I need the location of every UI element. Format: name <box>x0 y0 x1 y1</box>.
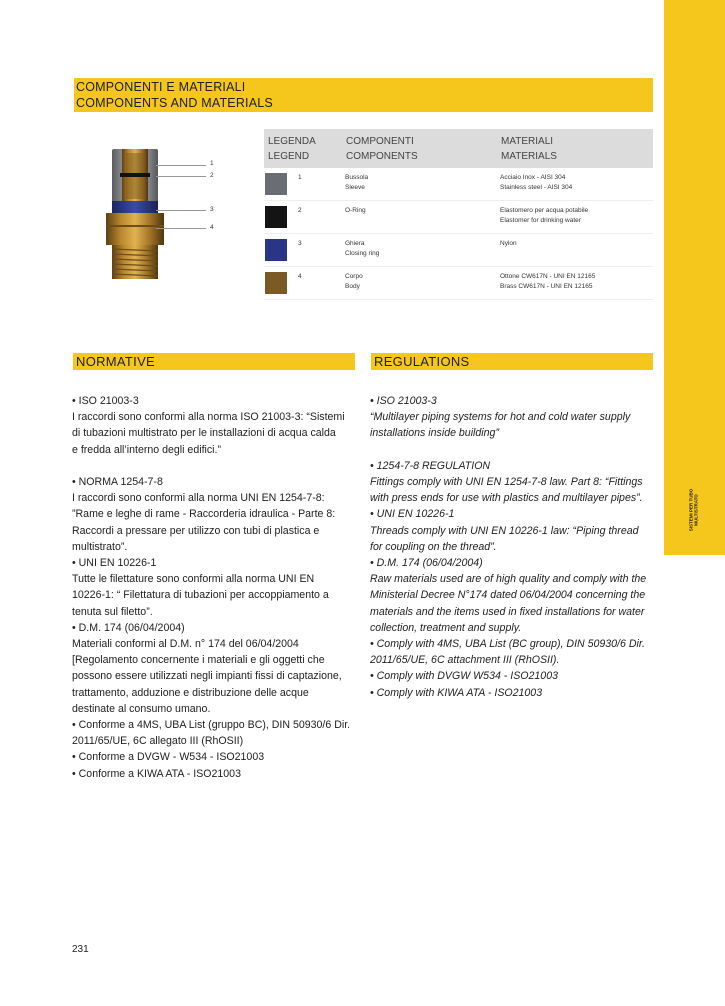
normative-text <box>72 393 362 782</box>
oring-part <box>120 173 150 177</box>
material-it: Elastomero per acqua potabile <box>500 207 589 214</box>
text-line: [Regolamento concernente i materiali e gli oggetti che <box>72 654 325 667</box>
color-swatch <box>265 173 287 195</box>
text-line: di tubazioni multistrato per le installazioni di acqua calda <box>72 427 336 440</box>
text-line: Materiali conformi al D.M. n° 174 del 06/04/2004 <box>72 638 299 651</box>
regulations-title: REGULATIONS <box>374 354 470 369</box>
text-line: • UNI EN 10226-1 <box>370 508 455 521</box>
text-line: trattamento, adduzione e distribuzione delle acque <box>72 686 309 699</box>
text-line: Raccordi a pressare per utilizzo con tubi di plastica e <box>72 524 320 537</box>
material-it: Nylon <box>500 240 517 247</box>
component-en: Sleeve <box>345 183 365 191</box>
color-swatch <box>265 239 287 261</box>
callout-3: 3 <box>210 206 214 213</box>
text-line: ”Rame e leghe di rame - Raccorderia idraulica - Parte 8: <box>72 508 336 521</box>
table-row <box>264 168 653 201</box>
text-line: for coupling on the thread”. <box>370 540 497 553</box>
text-line: 2011/65/UE, 6C allegato III (RhOSII) <box>72 735 244 748</box>
component-it: Bussola <box>345 174 369 181</box>
closing-ring-part <box>112 201 158 213</box>
legend-header: LEGENDA LEGEND <box>264 129 342 168</box>
normative-block <box>72 393 362 458</box>
row-number: 4 <box>298 273 302 280</box>
text-line: • Comply with 4MS, UBA List (BC group), DIN 50930/6 Dir. <box>370 638 645 651</box>
material-en: Elastomer for drinking water <box>500 216 581 224</box>
text-line: “Multilayer piping systems for hot and cold water supply <box>370 411 631 424</box>
row-number: 1 <box>298 174 302 181</box>
text-line: with press ends for use with plastics and multilayer pipes”. <box>370 492 643 505</box>
text-line: • Comply with KIWA ATA - ISO21003 <box>370 686 543 699</box>
text-line: • D.M. 174 (06/04/2004) <box>370 557 483 570</box>
text-line: • Conforme a DVGW - W534 - ISO21003 <box>72 751 265 764</box>
header-title-it: COMPONENTI E MATERIALI <box>76 80 246 94</box>
component-en: Body <box>345 282 360 290</box>
regulations-text <box>370 393 660 701</box>
component-it: Ghiera <box>345 240 365 247</box>
text-line: tenuta sul filetto”. <box>72 605 153 618</box>
table-row <box>264 267 653 300</box>
components-header: COMPONENTI COMPONENTS <box>342 129 497 168</box>
callout-line <box>156 176 206 177</box>
table-row <box>264 201 653 234</box>
text-line: materials and the items used in fixed installations for water <box>370 605 645 618</box>
component-it: O-Ring <box>345 207 366 214</box>
text-line: • Conforme a KIWA ATA - ISO21003 <box>72 767 241 780</box>
callout-2: 2 <box>210 172 214 179</box>
page-number: 231 <box>72 944 89 955</box>
callout-line <box>156 210 206 211</box>
text-line: 10226-1: “ Filettatura di tubazioni per accoppiamento a <box>72 589 329 602</box>
text-line: Fittings comply with UNI EN 1254-7-8 law. Part 8: “Fittings <box>370 476 643 488</box>
text-line: e fredda all’interno degli edifici.” <box>72 443 221 456</box>
text-line: • ISO 21003-3 <box>370 395 437 407</box>
material-it: Ottone CW617N - UNI EN 12165 <box>500 273 596 280</box>
body-part <box>106 213 164 245</box>
text-line: multistrato”. <box>72 540 128 553</box>
callout-4: 4 <box>210 224 214 231</box>
text-line: Threads comply with UNI EN 10226-1 law: “Piping thread <box>370 524 639 537</box>
text-line: • NORMA 1254-7-8 <box>72 476 163 488</box>
text-line: destinate al consumo umano. <box>72 702 211 715</box>
text-line: Raw materials used are of high quality and comply with the <box>370 573 647 586</box>
text-line: Tutte le filettature sono conformi alla norma UNI EN <box>72 573 315 586</box>
regulations-block <box>370 393 660 442</box>
text-line: 2011/65/UE, 6C attachment III (RhOSII). <box>370 654 560 667</box>
normative-block <box>72 474 362 782</box>
table-header-row <box>264 129 653 168</box>
material-en: Brass CW617N - UNI EN 12165 <box>500 282 593 290</box>
color-swatch <box>265 272 287 294</box>
text-line: • ISO 21003-3 <box>72 395 139 407</box>
text-line: • Conforme a 4MS, UBA List (gruppo BC), DIN 50930/6 Dir. <box>72 719 351 732</box>
normative-title: NORMATIVE <box>76 354 156 369</box>
material-it: Acciaio Inox - AISI 304 <box>500 174 566 181</box>
components-table <box>264 129 653 300</box>
text-line: installations inside building” <box>370 427 499 440</box>
text-line: • Comply with DVGW W534 - ISO21003 <box>370 670 558 683</box>
material-en: Stainless steel - AISI 304 <box>500 183 573 191</box>
text-line: • 1254-7-8 REGULATION <box>370 459 491 472</box>
side-tab-label: SISTEMI PER TUBO MULTISTRATO <box>688 488 699 532</box>
callout-line <box>156 165 206 166</box>
callout-1: 1 <box>210 160 214 167</box>
regulations-block <box>370 458 660 701</box>
color-swatch <box>265 206 287 228</box>
text-line: • D.M. 174 (06/04/2004) <box>72 621 185 634</box>
component-it: Corpo <box>345 273 363 280</box>
text-line: I raccordi sono conformi alla norma UNI EN 1254-7-8: <box>72 492 325 505</box>
text-line: collection, treatment and supply. <box>370 621 522 634</box>
text-line: Ministerial Decree N°174 dated 06/04/2004 concerning the <box>370 589 646 602</box>
text-line: possono essere utilizzati negli impianti fissi di captazione, <box>72 670 342 683</box>
materials-header: MATERIALI MATERIALS <box>497 129 653 168</box>
row-number: 2 <box>298 207 302 214</box>
text-line: I raccordi sono conformi alla norma ISO 21003-3: “Sistemi <box>72 411 345 424</box>
callout-line <box>156 228 206 229</box>
header-title-en: COMPONENTS AND MATERIALS <box>76 96 273 110</box>
table-row <box>264 234 653 267</box>
component-en: Closing ring <box>345 249 380 257</box>
row-number: 3 <box>298 240 302 247</box>
text-line: • UNI EN 10226-1 <box>72 557 157 570</box>
